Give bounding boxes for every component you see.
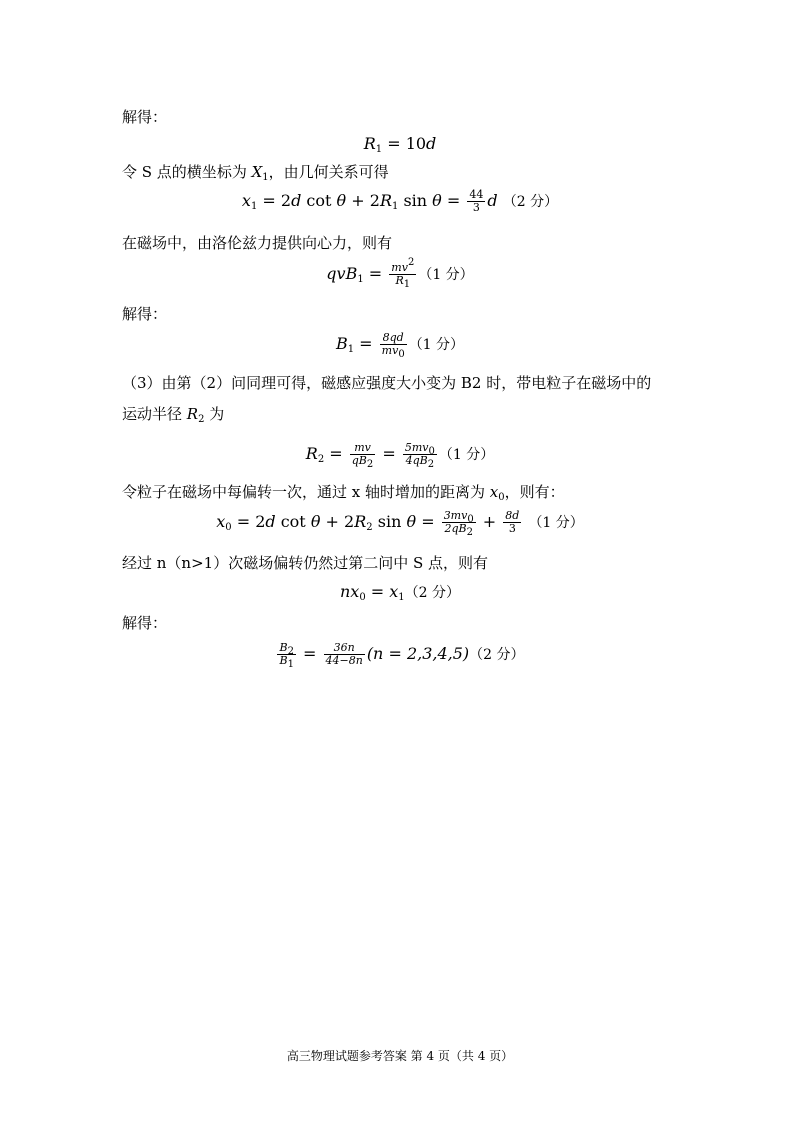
eq5-eqs1: =	[324, 444, 348, 463]
eq5-num1-text: mv	[354, 441, 371, 454]
eq6-R: R	[354, 512, 367, 531]
line7-pre: 令粒子在磁场中每偏转一次，通过 x 轴时增加的距离为	[122, 483, 490, 501]
eq3-num-sup: 2	[407, 257, 415, 268]
eq4-fraction	[380, 331, 407, 360]
line2-sub: 1	[262, 172, 269, 183]
eq6-num1-text: 3mv	[443, 509, 468, 522]
eq4-den-text: mv	[381, 344, 399, 357]
eq3-fraction	[389, 257, 416, 290]
eq2-num: 44	[469, 188, 484, 201]
eq5-lhs: R	[305, 444, 318, 463]
line2-var: X	[251, 163, 263, 181]
eq3-den-sub: 1	[403, 279, 411, 290]
eq7-x-sub: 0	[359, 592, 366, 603]
eq7-x: x	[350, 582, 360, 601]
text-line-9: 解得：	[122, 614, 168, 632]
line2-post: ，由几何关系可得	[268, 163, 389, 181]
line6-post: 为	[204, 405, 225, 423]
text-line-7	[122, 483, 565, 501]
eq2-theta1: θ	[336, 191, 347, 210]
eq2-b: + 2	[346, 191, 380, 210]
line6-sub: 2	[198, 414, 205, 425]
eq6-num1-sub: 0	[467, 514, 474, 525]
eq4-den	[380, 344, 407, 360]
equation-x0	[0, 509, 800, 538]
eq6-den1-text: 2qB	[444, 522, 467, 535]
eq8-denB	[324, 655, 365, 667]
text-line-8: 经过 n（n>1）次磁场偏转仍然过第二问中 S 点，则有	[122, 554, 489, 572]
eq2-eqs: =	[441, 191, 466, 210]
eq6-b: + 2	[320, 512, 355, 531]
eq6-num2-text: 8d	[505, 509, 520, 522]
eq2-score: （2 分）	[502, 194, 559, 210]
line6-var: R	[186, 405, 199, 423]
text-line-6	[122, 405, 224, 423]
text-line-4: 解得：	[122, 305, 168, 323]
eq2-a: = 2	[257, 191, 292, 210]
eq8-numB-text: 36n	[333, 641, 355, 654]
eq3-lhs-sub: 1	[357, 274, 364, 285]
eq7-eqs: =	[365, 582, 390, 601]
equation-r1	[0, 134, 800, 154]
equation-qvb1	[0, 257, 800, 290]
eq6-x-sub: 0	[225, 522, 232, 533]
eq8-numA-sub: 2	[287, 646, 294, 657]
eq5-fraction-2	[403, 441, 437, 470]
eq6-theta2: θ	[406, 512, 417, 531]
eq3-score: （1 分）	[418, 267, 474, 283]
eq8-score: （2 分）	[469, 647, 525, 663]
eq4-den-sub: 0	[398, 349, 405, 360]
text-line-3: 在磁场中，由洛伦兹力提供向心力，则有	[122, 234, 393, 252]
eq5-eqs2: =	[377, 444, 401, 463]
eq3-eqs: =	[363, 264, 388, 283]
eq4-lhs: B	[335, 334, 348, 353]
eq6-den2: 3	[508, 522, 516, 535]
eq5-lhs-sub: 2	[317, 454, 325, 465]
eq8-fraction-b	[324, 642, 365, 667]
eq1-lhs: R	[363, 134, 376, 153]
eq5-den1-text: qB	[351, 454, 367, 467]
line6-pre: 运动半径	[122, 405, 187, 423]
eq3-den-text: R	[395, 274, 404, 287]
eq3-lhs: qvB	[326, 264, 358, 283]
eq7-n: n	[339, 582, 351, 601]
equation-x1	[0, 189, 800, 214]
line7-post: ，则有：	[504, 483, 565, 501]
line7-var: x	[489, 483, 499, 501]
eq8-denA	[277, 654, 295, 670]
eq2-R-sub: 1	[391, 201, 399, 212]
equation-r2	[0, 441, 800, 470]
eq1-rhs: = 10	[382, 134, 427, 153]
eq6-den1-sub: 2	[466, 527, 473, 538]
equation-nx0	[0, 582, 800, 603]
eq2-R: R	[379, 191, 392, 210]
eq2-theta2: θ	[432, 191, 442, 210]
page-footer: 高三物理试题参考答案 第 4 页（共 4 页）	[286, 1049, 514, 1063]
equation-b1	[0, 331, 800, 360]
eq4-num-text: 8qd	[382, 331, 404, 344]
eq5-den1	[350, 454, 376, 470]
eq8-fraction-a	[277, 641, 295, 670]
eq6-theta1: θ	[310, 512, 321, 531]
eq6-score: （1 分）	[528, 515, 584, 531]
eq3-num-text: mv	[391, 261, 408, 274]
eq8-eqs: =	[297, 644, 322, 663]
eq5-num2-sub: 0	[428, 446, 435, 457]
eq8-denA-text: B	[279, 654, 288, 667]
eq3-den	[389, 274, 416, 290]
text-line-2	[122, 163, 389, 181]
eq5-score: （1 分）	[438, 447, 495, 463]
eq4-eqs: =	[354, 334, 378, 353]
eq6-den1	[442, 522, 476, 538]
eq6-d1: d	[265, 512, 276, 531]
text-line-5: （3）由第（2）问同理可得，磁感应强度大小变为 B2 时，带电粒子在磁场中的	[122, 374, 652, 392]
eq5-num2-text: 5mv	[404, 441, 429, 454]
eq8-denA-sub: 1	[287, 659, 294, 670]
eq2-x: x	[241, 191, 251, 210]
eq6-x: x	[216, 512, 226, 531]
eq8-numA-text: B	[279, 641, 288, 654]
eq7-x2: x	[389, 582, 399, 601]
eq8-denB-text: 44−8n	[325, 654, 363, 667]
eq6-cot: cot	[275, 512, 311, 531]
eq4-lhs-sub: 1	[347, 344, 355, 355]
eq7-score: （2 分）	[404, 585, 461, 601]
eq6-eqs: =	[416, 512, 440, 531]
equation-ratio	[0, 641, 800, 670]
eq1-lhs-sub: 1	[375, 144, 383, 155]
eq5-den2-sub: 2	[427, 459, 435, 470]
eq2-d2: d	[487, 191, 498, 210]
eq6-a: = 2	[231, 512, 266, 531]
eq2-d1: d	[291, 191, 302, 210]
eq2-sin: sin	[398, 191, 433, 210]
eq6-fraction-2	[503, 510, 521, 535]
eq6-R-sub: 2	[366, 522, 373, 533]
eq5-fraction-1	[350, 441, 376, 470]
eq8-paren: (n = 2,3,4,5)	[366, 644, 470, 663]
eq6-plus: +	[477, 512, 502, 531]
line7-sub: 0	[498, 492, 505, 503]
eq4-score: （1 分）	[408, 337, 465, 353]
eq6-sin: sin	[372, 512, 407, 531]
eq5-den1-sub: 2	[366, 459, 374, 470]
eq5-den2-text: 4qB	[405, 454, 428, 467]
text-line-1: 解得：	[122, 108, 168, 126]
line2-pre: 令 S 点的横坐标为	[122, 163, 252, 181]
eq6-fraction-1	[442, 509, 476, 538]
eq2-cot: cot	[301, 191, 337, 210]
eq1-rhs-var: d	[426, 134, 437, 153]
eq2-fraction	[467, 189, 485, 214]
eq7-x2-sub: 1	[398, 592, 405, 603]
eq2-den: 3	[472, 201, 480, 214]
eq2-x-sub: 1	[250, 201, 258, 212]
eq5-den2	[403, 454, 437, 470]
